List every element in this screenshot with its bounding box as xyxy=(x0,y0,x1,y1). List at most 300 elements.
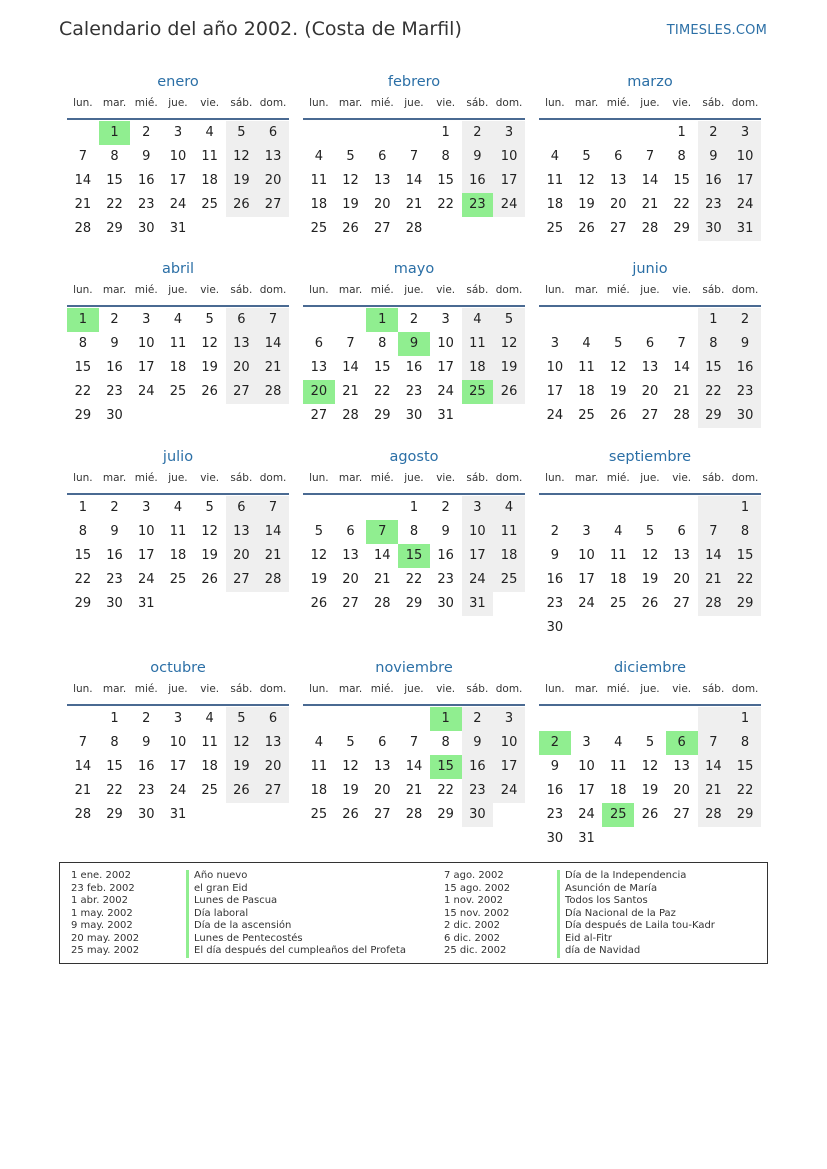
day-cell: 2 xyxy=(142,711,151,726)
day-cell: 15 xyxy=(729,544,761,568)
weekday-header xyxy=(303,680,525,706)
empty-day-cell xyxy=(398,121,430,145)
day-cell: 9 xyxy=(441,524,450,539)
empty-day-cell xyxy=(226,404,258,428)
day-cell: 14 xyxy=(257,520,289,544)
day-cell: 10 xyxy=(462,520,494,544)
day-cell: 8 xyxy=(110,149,119,164)
day-cell: 22 xyxy=(74,572,92,587)
day-cell: 2 xyxy=(539,731,571,755)
day-cell: 28 xyxy=(257,568,289,592)
weekday-label: lun. xyxy=(309,284,329,296)
day-cell: 20 xyxy=(609,197,627,212)
day-cell: 12 xyxy=(226,145,258,169)
weekday-header xyxy=(67,94,289,120)
weekday-label: jue. xyxy=(640,284,660,296)
weekday-label: vie. xyxy=(200,472,220,484)
empty-day-cell xyxy=(257,592,289,616)
day-cell: 21 xyxy=(74,197,92,212)
day-cell: 11 xyxy=(169,524,187,539)
day-cell: 6 xyxy=(346,524,355,539)
empty-day-cell xyxy=(666,827,698,851)
week-row xyxy=(303,707,525,731)
week-row xyxy=(539,779,761,803)
weekday-label: mié. xyxy=(134,472,158,484)
weekday-label: sáb. xyxy=(466,472,489,484)
day-cell: 28 xyxy=(673,408,690,423)
day-cell: 31 xyxy=(729,217,761,241)
day-cell: 28 xyxy=(698,803,730,827)
empty-day-cell xyxy=(194,217,226,241)
month-title: diciembre xyxy=(613,660,687,676)
day-cell: 18 xyxy=(609,572,627,587)
day-cell: 26 xyxy=(342,807,359,822)
weekday-header xyxy=(539,680,761,706)
weekday-label: dom. xyxy=(495,683,523,695)
month-title: noviembre xyxy=(375,660,453,676)
day-cell: 29 xyxy=(106,807,123,822)
day-cell: 7 xyxy=(366,520,398,544)
day-cell: 26 xyxy=(201,384,218,399)
day-cell: 21 xyxy=(641,197,659,212)
weekday-label: mié. xyxy=(606,97,630,109)
holiday-name: El día después del cumpleaños del Profeta xyxy=(186,945,406,958)
day-cell: 1 xyxy=(99,121,131,145)
week-row xyxy=(67,308,289,332)
day-cell: 26 xyxy=(641,596,659,611)
day-cell: 11 xyxy=(462,332,494,356)
weekday-label: lun. xyxy=(309,97,329,109)
day-cell: 25 xyxy=(169,384,187,399)
day-cell: 19 xyxy=(342,783,359,798)
day-cell: 1 xyxy=(729,496,761,520)
empty-day-cell xyxy=(493,592,525,616)
empty-day-cell xyxy=(303,308,335,332)
weekday-label: vie. xyxy=(200,683,220,695)
day-cell: 19 xyxy=(201,360,218,375)
week-row xyxy=(303,404,525,428)
day-cell: 31 xyxy=(169,221,187,236)
day-cell: 14 xyxy=(74,759,92,774)
day-cell: 1 xyxy=(67,308,99,332)
day-cell: 19 xyxy=(342,197,359,212)
day-cell: 11 xyxy=(578,360,595,375)
weekday-label: vie. xyxy=(672,284,692,296)
day-cell: 29 xyxy=(673,221,690,236)
empty-day-cell xyxy=(366,707,398,731)
day-cell: 23 xyxy=(462,779,494,803)
day-cell: 14 xyxy=(405,173,423,188)
empty-day-cell xyxy=(462,404,494,428)
day-cell: 14 xyxy=(405,759,423,774)
day-cell: 2 xyxy=(550,524,559,539)
weekday-label: mié. xyxy=(134,683,158,695)
day-cell: 4 xyxy=(462,308,494,332)
day-cell: 8 xyxy=(729,731,761,755)
day-cell: 15 xyxy=(698,356,730,380)
day-cell: 31 xyxy=(169,807,187,822)
day-cell: 22 xyxy=(673,197,690,212)
day-cell: 14 xyxy=(641,173,659,188)
day-cell: 22 xyxy=(729,779,761,803)
day-cell: 17 xyxy=(137,360,155,375)
day-cell: 19 xyxy=(641,783,659,798)
day-cell: 10 xyxy=(729,145,761,169)
day-cell: 2 xyxy=(142,125,151,140)
month-title: marzo xyxy=(627,74,673,90)
day-cell: 31 xyxy=(437,408,454,423)
weekday-label: jue. xyxy=(168,683,188,695)
week-row xyxy=(303,803,525,827)
day-cell: 10 xyxy=(546,360,564,375)
weekday-label: jue. xyxy=(640,683,660,695)
empty-day-cell xyxy=(571,121,603,145)
weekday-label: dom. xyxy=(259,97,287,109)
weekday-label: mié. xyxy=(134,284,158,296)
weekday-header xyxy=(67,469,289,495)
day-cell: 17 xyxy=(546,384,564,399)
day-cell: 29 xyxy=(405,596,423,611)
day-cell: 17 xyxy=(493,169,525,193)
day-cell: 2 xyxy=(110,500,119,515)
week-row xyxy=(539,145,761,169)
day-cell: 16 xyxy=(437,548,454,563)
weekday-label: dom. xyxy=(731,97,759,109)
day-cell: 8 xyxy=(729,520,761,544)
holiday-name: Día laboral xyxy=(186,908,406,921)
week-row xyxy=(539,520,761,544)
holiday-date: 25 dic. 2002 xyxy=(444,945,507,956)
empty-day-cell xyxy=(335,121,367,145)
day-cell: 9 xyxy=(550,548,559,563)
day-cell: 13 xyxy=(342,548,359,563)
day-cell: 26 xyxy=(310,596,328,611)
day-cell: 13 xyxy=(257,145,289,169)
day-cell: 18 xyxy=(578,384,595,399)
day-cell: 4 xyxy=(314,149,323,164)
week-row xyxy=(539,803,761,827)
day-cell: 12 xyxy=(578,173,595,188)
week-row xyxy=(303,169,525,193)
week-row xyxy=(303,193,525,217)
day-cell: 3 xyxy=(582,524,591,539)
day-cell: 23 xyxy=(137,783,155,798)
day-cell: 21 xyxy=(257,356,289,380)
week-row xyxy=(67,520,289,544)
day-cell: 7 xyxy=(78,735,87,750)
page-title: Calendario del año 2002. (Costa de Marfil) xyxy=(59,18,462,40)
day-cell: 27 xyxy=(373,221,391,236)
weekday-label: jue. xyxy=(404,472,424,484)
empty-day-cell xyxy=(335,707,367,731)
day-cell: 19 xyxy=(201,548,218,563)
weekday-label: lun. xyxy=(545,97,565,109)
empty-day-cell xyxy=(666,616,698,640)
empty-day-cell xyxy=(571,707,603,731)
empty-day-cell xyxy=(130,404,162,428)
day-cell: 9 xyxy=(142,149,151,164)
day-cell: 16 xyxy=(462,169,494,193)
day-cell: 13 xyxy=(310,360,328,375)
weekday-label: jue. xyxy=(640,472,660,484)
empty-day-cell xyxy=(194,404,226,428)
empty-day-cell xyxy=(602,707,634,731)
day-cell: 16 xyxy=(137,173,155,188)
holiday-date: 1 may. 2002 xyxy=(71,907,133,919)
day-cell: 27 xyxy=(342,596,359,611)
day-cell: 13 xyxy=(373,759,391,774)
day-cell: 1 xyxy=(677,125,686,140)
empty-day-cell xyxy=(666,707,698,731)
day-cell: 21 xyxy=(74,783,92,798)
day-cell: 26 xyxy=(342,221,359,236)
day-cell: 12 xyxy=(342,173,359,188)
day-cell: 6 xyxy=(226,496,258,520)
day-cell: 25 xyxy=(493,568,525,592)
day-cell: 7 xyxy=(409,735,419,750)
day-cell: 24 xyxy=(578,596,595,611)
day-cell: 24 xyxy=(493,193,525,217)
day-cell: 29 xyxy=(729,592,761,616)
weekday-header xyxy=(539,94,761,120)
holiday-date: 20 may. 2002 xyxy=(71,932,140,944)
weekday-label: mar. xyxy=(102,97,127,109)
month-title: febrero xyxy=(387,74,441,90)
day-cell: 23 xyxy=(405,384,423,399)
week-row xyxy=(539,193,761,217)
empty-day-cell xyxy=(398,707,430,731)
holiday-name: Día después de Laila tou-Kadr xyxy=(557,920,715,933)
weekday-label: sáb. xyxy=(702,284,725,296)
weekday-label: sáb. xyxy=(230,284,253,296)
day-cell: 12 xyxy=(201,336,218,351)
empty-day-cell xyxy=(634,308,666,332)
weekday-label: vie. xyxy=(436,472,456,484)
day-cell: 10 xyxy=(169,735,187,750)
day-cell: 12 xyxy=(201,524,218,539)
day-cell: 4 xyxy=(614,735,623,750)
weekday-header xyxy=(303,469,525,495)
day-cell: 5 xyxy=(614,336,623,351)
day-cell: 25 xyxy=(462,380,494,404)
day-cell: 21 xyxy=(405,783,423,798)
day-cell: 22 xyxy=(729,568,761,592)
day-cell: 27 xyxy=(226,568,258,592)
weekday-label: vie. xyxy=(672,683,692,695)
day-cell: 7 xyxy=(346,336,355,351)
month-octubre xyxy=(67,659,289,827)
day-cell: 8 xyxy=(78,524,87,539)
day-cell: 1 xyxy=(729,707,761,731)
day-cell: 30 xyxy=(106,408,123,423)
week-row xyxy=(539,332,761,356)
day-cell: 25 xyxy=(609,596,627,611)
empty-day-cell xyxy=(493,404,525,428)
day-cell: 5 xyxy=(582,149,591,164)
day-cell: 20 xyxy=(641,384,659,399)
week-row xyxy=(539,568,761,592)
day-cell: 20 xyxy=(373,197,391,212)
week-row xyxy=(303,308,525,332)
holiday-legend xyxy=(59,862,768,964)
day-cell: 20 xyxy=(673,572,690,587)
empty-day-cell xyxy=(366,121,398,145)
day-cell: 7 xyxy=(257,308,289,332)
day-cell: 4 xyxy=(173,312,183,327)
day-cell: 25 xyxy=(310,221,328,236)
holiday-name: Día de la ascensión xyxy=(186,920,406,933)
empty-day-cell xyxy=(634,616,666,640)
day-cell: 19 xyxy=(310,572,328,587)
weekday-label: mié. xyxy=(606,284,630,296)
day-cell: 10 xyxy=(493,731,525,755)
week-row xyxy=(67,145,289,169)
empty-day-cell xyxy=(226,217,258,241)
day-cell: 3 xyxy=(729,121,761,145)
day-cell: 8 xyxy=(698,332,730,356)
day-cell: 10 xyxy=(578,548,595,563)
week-row xyxy=(67,356,289,380)
week-row xyxy=(303,779,525,803)
day-cell: 27 xyxy=(257,193,289,217)
week-row xyxy=(67,568,289,592)
day-cell: 20 xyxy=(303,380,335,404)
day-cell: 5 xyxy=(493,308,525,332)
day-cell: 22 xyxy=(405,572,423,587)
day-cell: 15 xyxy=(106,759,123,774)
day-cell: 20 xyxy=(226,356,258,380)
week-row xyxy=(539,356,761,380)
empty-day-cell xyxy=(366,496,398,520)
weekday-label: mié. xyxy=(370,284,394,296)
day-cell: 24 xyxy=(462,568,494,592)
day-cell: 11 xyxy=(493,520,525,544)
day-cell: 21 xyxy=(673,384,690,399)
day-cell: 1 xyxy=(409,500,419,515)
day-cell: 12 xyxy=(641,548,659,563)
month-septiembre xyxy=(539,448,761,640)
day-cell: 22 xyxy=(106,783,123,798)
day-cell: 1 xyxy=(441,125,450,140)
day-cell: 3 xyxy=(582,735,591,750)
holiday-date: 15 ago. 2002 xyxy=(444,882,511,894)
month-enero xyxy=(67,73,289,241)
day-cell: 3 xyxy=(550,336,559,351)
day-cell: 28 xyxy=(74,807,92,822)
week-row xyxy=(539,731,761,755)
day-cell: 18 xyxy=(609,783,627,798)
holiday-date: 1 ene. 2002 xyxy=(71,870,131,881)
day-cell: 22 xyxy=(74,384,92,399)
day-cell: 24 xyxy=(437,384,454,399)
week-row xyxy=(303,356,525,380)
day-cell: 24 xyxy=(729,193,761,217)
day-cell: 26 xyxy=(226,779,258,803)
month-agosto xyxy=(303,448,525,616)
day-cell: 16 xyxy=(106,360,123,375)
week-row xyxy=(303,568,525,592)
day-cell: 10 xyxy=(437,336,454,351)
weekday-label: jue. xyxy=(168,472,188,484)
month-title: agosto xyxy=(389,449,439,465)
day-cell: 5 xyxy=(205,312,214,327)
day-cell: 24 xyxy=(169,197,187,212)
holiday-dates-column-2 xyxy=(444,870,510,958)
day-cell: 3 xyxy=(142,500,151,515)
day-cell: 21 xyxy=(373,572,391,587)
day-cell: 18 xyxy=(462,356,494,380)
day-cell: 15 xyxy=(373,360,391,375)
day-cell: 6 xyxy=(677,524,686,539)
day-cell: 9 xyxy=(110,336,119,351)
weekday-header xyxy=(539,469,761,495)
week-row xyxy=(539,496,761,520)
weekday-label: mar. xyxy=(102,472,127,484)
weekday-label: mar. xyxy=(338,284,363,296)
day-cell: 30 xyxy=(106,596,123,611)
week-row xyxy=(539,616,761,640)
weekday-label: mar. xyxy=(338,97,363,109)
empty-day-cell xyxy=(335,496,367,520)
week-row xyxy=(539,217,761,241)
holiday-name: día de Navidad xyxy=(557,945,715,958)
day-cell: 4 xyxy=(550,149,559,164)
day-cell: 2 xyxy=(462,121,494,145)
weekday-header xyxy=(303,281,525,307)
day-cell: 10 xyxy=(137,336,155,351)
month-marzo xyxy=(539,73,761,241)
day-cell: 9 xyxy=(462,145,494,169)
weekday-label: vie. xyxy=(672,472,692,484)
week-row xyxy=(67,332,289,356)
weekday-label: dom. xyxy=(495,284,523,296)
day-cell: 29 xyxy=(698,404,730,428)
day-cell: 7 xyxy=(645,149,655,164)
day-cell: 9 xyxy=(729,332,761,356)
month-noviembre xyxy=(303,659,525,827)
weekday-header xyxy=(539,281,761,307)
day-cell: 13 xyxy=(673,759,690,774)
day-cell: 20 xyxy=(673,783,690,798)
holiday-date: 23 feb. 2002 xyxy=(71,882,135,894)
day-cell: 26 xyxy=(641,807,659,822)
day-cell: 12 xyxy=(226,731,258,755)
day-cell: 11 xyxy=(201,735,218,750)
day-cell: 23 xyxy=(106,384,123,399)
week-row xyxy=(67,803,289,827)
day-cell: 14 xyxy=(74,173,92,188)
day-cell: 16 xyxy=(546,572,564,587)
site-link[interactable]: TIMESLES.COM xyxy=(666,23,767,38)
week-row xyxy=(67,169,289,193)
week-row xyxy=(539,308,761,332)
day-cell: 8 xyxy=(441,735,450,750)
weekday-label: sáb. xyxy=(466,683,489,695)
day-cell: 12 xyxy=(641,759,659,774)
day-cell: 20 xyxy=(342,572,359,587)
weekday-label: mar. xyxy=(102,683,127,695)
weekday-label: mié. xyxy=(606,683,630,695)
day-cell: 9 xyxy=(462,731,494,755)
day-cell: 13 xyxy=(226,332,258,356)
day-cell: 2 xyxy=(409,312,419,327)
day-cell: 16 xyxy=(462,755,494,779)
day-cell: 28 xyxy=(74,221,92,236)
weekday-label: vie. xyxy=(436,284,456,296)
empty-day-cell xyxy=(493,803,525,827)
day-cell: 24 xyxy=(493,779,525,803)
day-cell: 19 xyxy=(609,384,627,399)
